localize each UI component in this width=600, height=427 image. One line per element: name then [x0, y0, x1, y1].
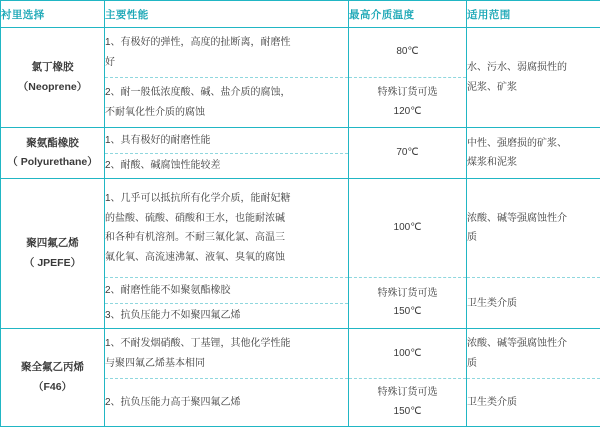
scope-cell: 浓酸、碱等强腐蚀性介 质: [467, 179, 600, 278]
temperature-cell: 特殊订货可选 150℃: [349, 379, 467, 427]
performance-cell: 2、耐磨性能不如聚氨酯橡胶: [105, 278, 349, 304]
performance-cell: 2、耐酸、碱腐蚀性能较差: [105, 153, 349, 179]
temperature-cell: 80℃: [349, 28, 467, 78]
material-cell-f46: 聚全氟乙丙烯 （F46）: [1, 329, 105, 427]
table-row: [1, 28, 600, 78]
material-cell-neoprene: 氯丁橡胶 （Neoprene）: [1, 28, 105, 128]
temperature-cell: 100℃: [349, 179, 467, 278]
header-cell-max-temp: 最高介质温度: [349, 1, 467, 28]
temperature-cell: 特殊订货可选 120℃: [349, 78, 467, 128]
header-cell-performance: 主要性能: [105, 1, 349, 28]
material-cell-ptfe: 聚四氟乙烯 （ JPEFE）: [1, 179, 105, 329]
scope-cell: 卫生类介质: [467, 278, 600, 329]
header-cell-scope: 适用范围: [467, 1, 600, 28]
table-header: [1, 1, 600, 28]
scope-cell: 水、污水、弱腐损性的 泥浆、矿浆: [467, 28, 600, 128]
table-row: [1, 329, 600, 379]
temperature-cell: 特殊订货可选 150℃: [349, 278, 467, 329]
performance-cell: 1、有极好的弹性，高度的扯断离，耐磨性 好: [105, 28, 349, 78]
scope-cell: 浓酸、碱等强腐蚀性介 质: [467, 329, 600, 379]
performance-cell: 2、抗负压能力高于聚四氟乙烯: [105, 379, 349, 427]
table-row: [1, 128, 600, 154]
table-body: [1, 28, 600, 427]
performance-cell: 1、几乎可以抵抗所有化学介质，能耐妃糖 的盐酸、硫酸、硝酸和王水，也能耐浓碱 和各种有机溶剂。不耐三氟化氯、高温三 氟化氧、高流速沸氟、液氧、臭氧的腐蚀: [105, 179, 349, 278]
performance-cell: 1、具有极好的耐磨性能: [105, 128, 349, 154]
performance-cell: 1、不耐发烟硝酸、丁基锂，其他化学性能 与聚四氟乙烯基本相同: [105, 329, 349, 379]
scope-cell: 中性、强磨损的矿浆、 煤浆和泥浆: [467, 128, 600, 179]
header-row: [1, 1, 600, 28]
performance-cell: 2、耐一般低浓度酸、碱、盐介质的腐蚀， 不耐氧化性介质的腐蚀: [105, 78, 349, 128]
table-row: [1, 179, 600, 278]
temperature-cell: 70℃: [349, 128, 467, 179]
material-cell-polyurethane: 聚氨酯橡胶 （ Polyurethane）: [1, 128, 105, 179]
performance-cell: 3、抗负压能力不如聚四氟乙烯: [105, 303, 349, 329]
scope-cell: 卫生类介质: [467, 379, 600, 427]
temperature-cell: 100℃: [349, 329, 467, 379]
header-cell-lining: 衬里选择: [1, 1, 105, 28]
